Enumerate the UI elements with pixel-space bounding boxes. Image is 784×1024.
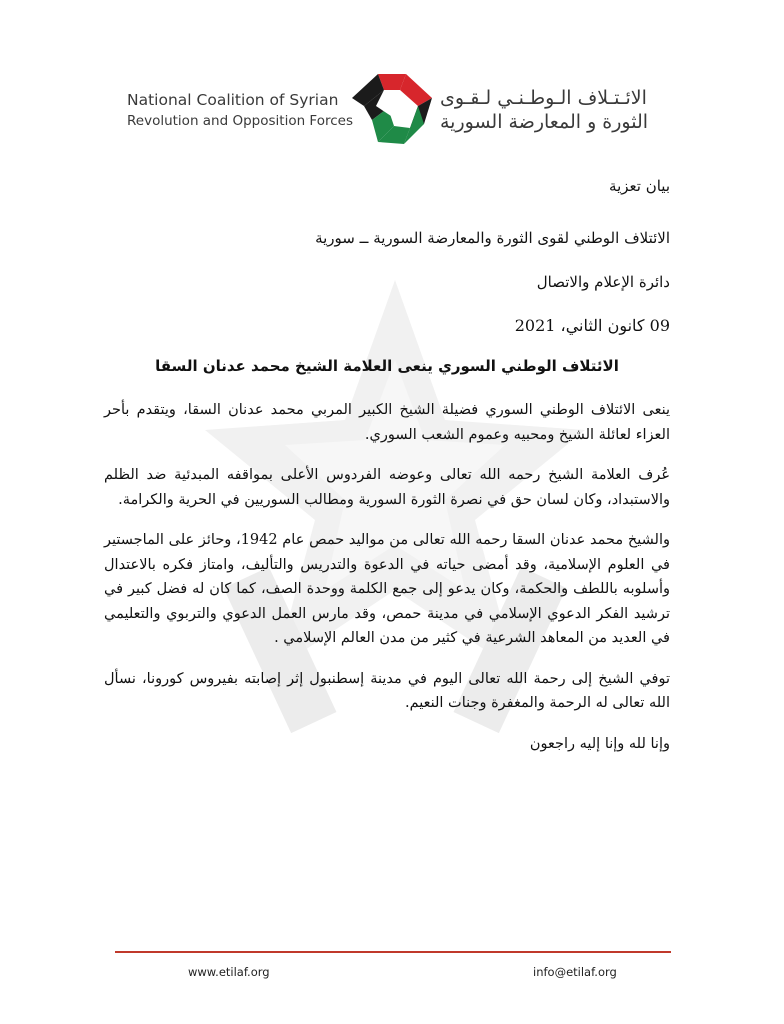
statement-type: بيان تعزية bbox=[609, 177, 670, 195]
statement-issuer: الائتلاف الوطني لقوى الثورة والمعارضة السورية ــ سورية bbox=[315, 229, 670, 247]
letterhead bbox=[0, 0, 784, 160]
coalition-star-logo-icon bbox=[348, 68, 434, 146]
paragraph-5-closing: وإنا لله وإنا إليه راجعون bbox=[529, 735, 670, 752]
org-name-arabic bbox=[440, 86, 660, 134]
paragraph-2: عُرف العلامة الشيخ رحمه الله تعالى وعوضه الفردوس الأعلى بمواقفه المبدئية ضد الظلم والاستبداد، وكان لسان حق في نصرة الثورة السورية ومطالب السوريين في الحرية والكرامة. bbox=[104, 467, 670, 508]
statement-department: دائرة الإعلام والاتصال bbox=[536, 273, 670, 291]
org-name-arabic-line1: الائـتـلاف الـوطـنـي لـقـوى bbox=[440, 87, 647, 109]
footer-website-link[interactable]: www.etilaf.org bbox=[188, 965, 270, 979]
org-name-english-line1: National Coalition of Syrian bbox=[127, 91, 339, 109]
org-name-english bbox=[127, 90, 353, 132]
org-name-arabic-line2: الثورة و المعارضة السورية bbox=[440, 111, 649, 133]
org-name-english-line2: Revolution and Opposition Forces bbox=[127, 113, 353, 129]
paragraph-4: توفي الشيخ إلى رحمة الله تعالى اليوم في مدينة إسطنبول إثر إصابته بفيروس كورونا، نسأل الله تعالى له الرحمة والمغفرة وجنات النعيم. bbox=[104, 670, 670, 711]
statement-date: 09 كانون الثاني، 2021 bbox=[514, 316, 670, 335]
footer-divider bbox=[115, 951, 671, 953]
statement-paragraphs bbox=[104, 398, 670, 772]
footer-email-link[interactable]: info@etilaf.org bbox=[533, 965, 617, 979]
paragraph-1: ينعى الائتلاف الوطني السوري فضيلة الشيخ الكبير المربي محمد عدنان السقا، ويتقدم بأحر العزاء لعائلة الشيخ ومحبيه وعموم الشعب السوري. bbox=[104, 402, 670, 443]
paragraph-3: والشيخ محمد عدنان السقا رحمه الله تعالى من مواليد حمص عام 1942، وحائز على الماجستير في العلوم الإسلامية، وقد أمضى حياته في الدعوة والتدريس والتأليف، وامتاز فكره بالاعتدال وأسلوبه باللطف والحكمة، وكان يدعو إلى جمع الكلمة ووحدة الصف، كما كان له فضل كبير في ترشيد الفكر الدعوي الإسلامي في مدينة حمص، وقد مارس العمل الدعوي والتربوي والتعليمي في العديد من المعاهد الشرعية في كثير من مدن العالم الإسلامي . bbox=[104, 532, 670, 646]
statement-headline: الائتلاف الوطني السوري ينعى العلامة الشيخ محمد عدنان السقا bbox=[155, 357, 619, 375]
